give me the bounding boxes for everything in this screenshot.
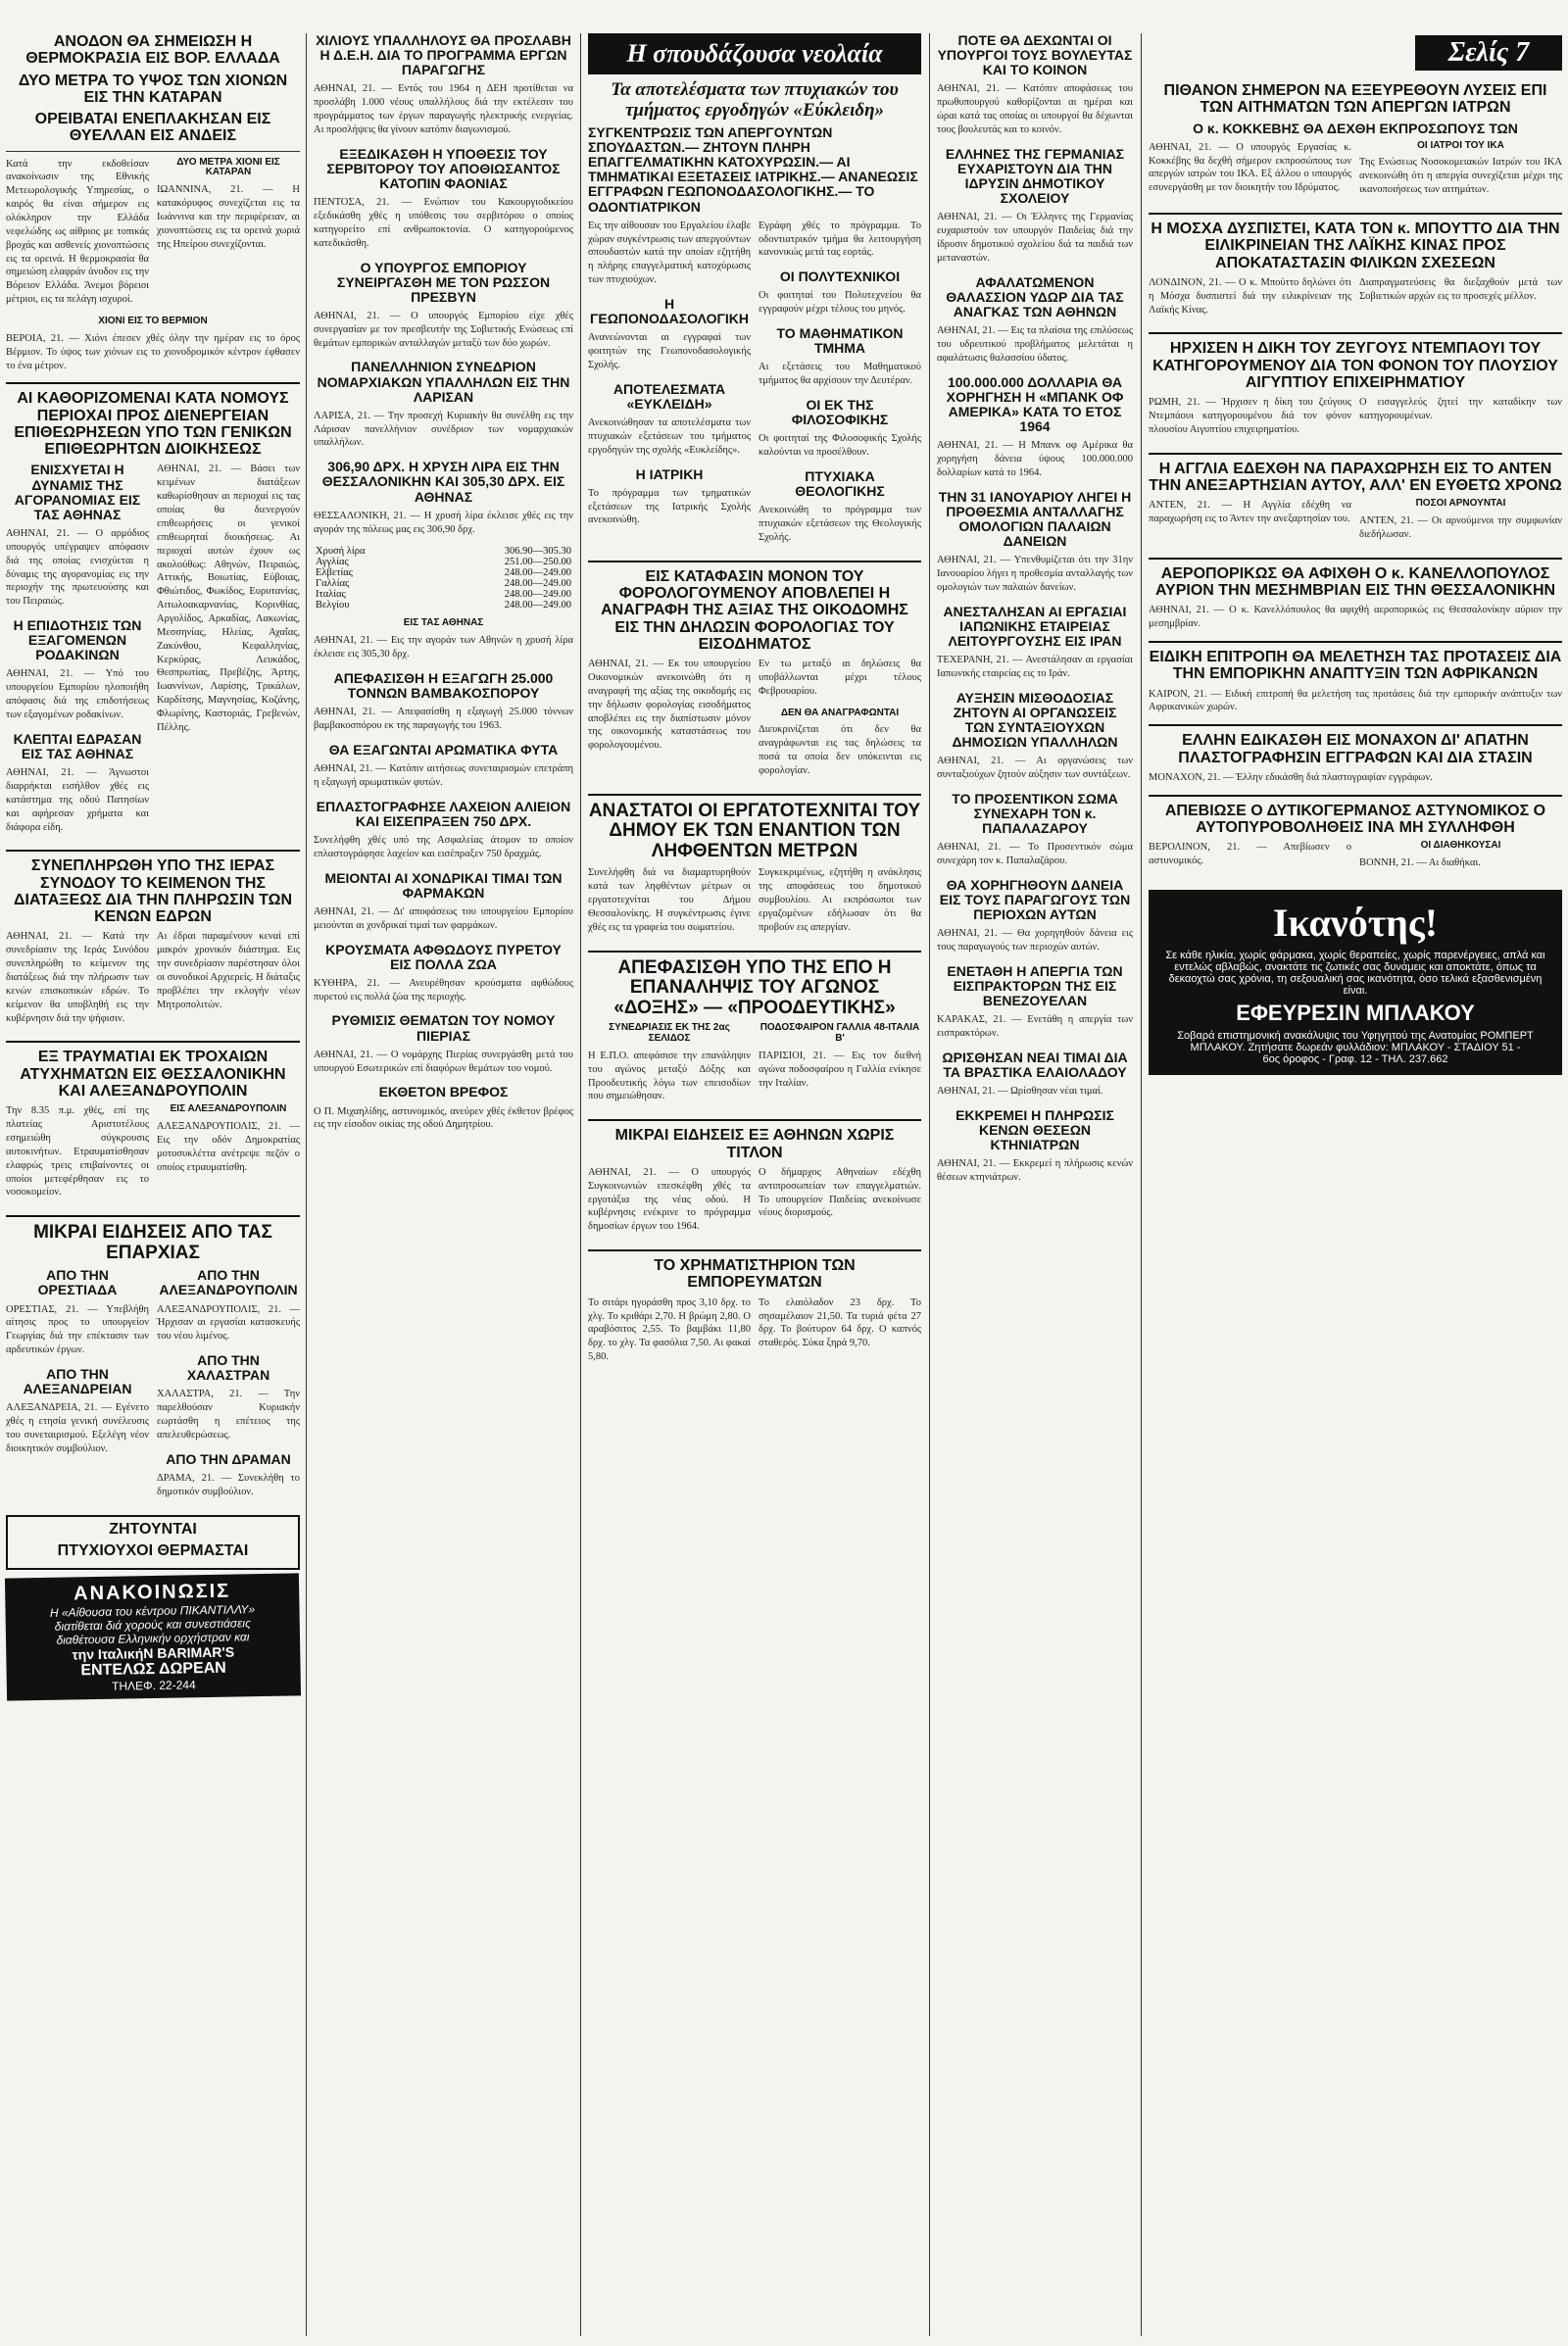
ad-anakoinosis bbox=[5, 1573, 301, 1700]
cotton-text: ΑΘΗΝΑΙ, 21. — Απεφασίσθη η εξαγωγή 25.000 τόννων βαμβακοσπόρου εκ της παραγωγής του 1963. bbox=[314, 707, 573, 731]
small-news-headline: ΜΙΚΡΑΙ ΕΙΔΗΣΕΙΣ ΕΞ ΑΘΗΝΩΝ ΧΩΡΙΣ ΤΙΤΛΟΝ bbox=[614, 1127, 895, 1161]
areas-headline: ΑΙ ΚΑΘΟΡΙΖΟΜΕΝΑΙ ΚΑΤΑ ΝΟΜΟΥΣ ΠΕΡΙΟΧΑΙ ΠΡΟΣ ΔΙΕΝΕΡΓΕΙΑΝ ΕΠΙΘΕΩΡΗΣΕΩΝ ΥΠΟ ΤΩΝ ΓΕΝΙΚΩΝ ΕΠΙΘΕΩΡΗΤΩΝ ΔΙΟΙΚΗΣΕΩΣ bbox=[14, 390, 292, 459]
column-5 bbox=[1149, 37, 1562, 1075]
ad-line-3: διαθέτουσα Ελληνικήν ορχήστραν και bbox=[56, 1630, 250, 1647]
page-marker bbox=[1415, 35, 1562, 71]
monk-text: ΜΟΝΑΧΟΝ, 21. — Έλλην εδικάσθη διά πλαστογραφίαν εγγράφων. bbox=[1149, 771, 1433, 783]
bonds-headline: ΤΗΝ 31 ΙΑΝΟΥΑΡΙΟΥ ΛΗΓΕΙ Η ΠΡΟΘΕΣΜΙΑ ΑΝΤΑΛΛΑΓΗΣ ΟΜΟΛΟΓΙΩΝ ΠΑΛΑΙΩΝ ΔΑΝΕΙΩΝ bbox=[938, 488, 1132, 549]
polytechnic-headline: ΟΙ ΠΟΛΥΤΕΧΝΙΚΟΙ bbox=[779, 269, 901, 285]
math-text: Αι εξετάσεις του Μαθηματικού τμήματος θα αρχίσουν την Δευτέραν. bbox=[759, 362, 921, 387]
jobs-line-2: ΠΤΥΧΙΟΥΧΟΙ ΘΕΡΜΑΣΤΑΙ bbox=[57, 1541, 249, 1559]
vote-text: ΠΕΝΤΟΣΑ, 21. — Ενώπιον του Κακουργιοδικείου εξεδικάσθη χθές η υπόθεσις του σερβιτόρου ο οποίος κατηγορείτο επί ανθρωποκτονία. Ο κατηγορούμενος κατεδικάσθη. bbox=[314, 197, 573, 249]
geo-headline: Η ΓΕΩΠΟΝΟΔΑΣΟΛΟΓΙΚΗ bbox=[589, 295, 750, 327]
bandits-headline: ΚΡΟΥΣΜΑΤΑ ΑΦΘΩΔΟΥΣ ΠΥΡΕΤΟΥ ΕΙΣ ΠΟΛΛΑ ΖΩΑ bbox=[325, 941, 562, 972]
doctors-subhead: ΟΙ ΙΑΤΡΟΙ ΤΟΥ ΙΚΑ bbox=[1417, 139, 1504, 151]
gold-rate-row: Χρυσή λίρα 306.90—305.30 bbox=[316, 546, 571, 558]
trial-text-right: Ο εισαγγελεύς ζητεί την καταδίκην των κατηγορουμένων. bbox=[1359, 397, 1562, 422]
thieves-text: ΑΘΗΝΑΙ, 21. — Άγνωστοι διαρρήκται εισήλθον χθές εις κατάστημα της οδού Πατησίων και αφήρεσαν χρήματα και διάφορα είδη. bbox=[6, 767, 149, 833]
snow-headline-1: ΑΝΟΔΟΝ ΘΑ ΣΗΜΕΙΩΣΗ Η ΘΕΡΜΟΚΡΑΣΙΑ ΕΙΣ ΒΟΡ. ΕΛΛΑΔΑ bbox=[25, 33, 280, 68]
gold-rate-row: Ελβετίας 248.00—249.00 bbox=[316, 567, 571, 579]
dei-text: ΑΘΗΝΑΙ, 21. — Εντός του 1964 η ΔΕΗ προτίθεται να προσλάβη 1.000 νέους υπαλλήλους διά την εκτέλεσιν του προγράμματος των έργων παραγωγής ηλεκτρικής ενεργείας. Αι προσλήψεις θα γίνουν κατόπιν διαγωνισμού. bbox=[314, 83, 573, 135]
monk-headline: ΕΛΛΗΝ ΕΔΙΚΑΣΘΗ ΕΙΣ ΜΟΝΑΧΟΝ ΔΙ' ΑΠΑΤΗΝ ΠΛΑΣΤΟΓΡΑΦΗΣΙΝ ΕΓΓΡΑΦΩΝ ΚΑΙ ΔΙΑ ΣΤΑΣΙΝ bbox=[1178, 732, 1533, 766]
snow-headline-3: ΟΡΕΙΒΑΤΑΙ ΕΝΕΠΛΑΚΗΣΑΝ ΕΙΣ ΘΥΕΛΛΑΝ ΕΙΣ ΑΝΔΕΙΣ bbox=[34, 111, 271, 145]
plane-text: ΑΘΗΝΑΙ, 21. — Ο κ. Κανελλόπουλος θα αφιχθή αεροπορικώς εις Θεσσαλονίκην αύριον την μεσημβρίαν. bbox=[1149, 605, 1562, 630]
snow-subhead: ΔΥΟ ΜΕΤΡΑ ΧΙΟΝΙ ΕΙΣ ΚΑΤΑΡΑΝ bbox=[176, 156, 280, 178]
water-headline: ΑΦΑΛΑΤΩΜΕΝΟΝ ΘΑΛΑΣΣΙΟΝ ΥΔΩΡ ΔΙΑ ΤΑΣ ΑΝΑΓΚΑΣ ΤΩΝ ΑΘΗΝΩΝ bbox=[946, 273, 1124, 319]
chalastra-text: ΧΑΛΑΣΤΡΑ, 21. — Την παρελθούσαν Κυριακήν εωρτάσθη η επέτειος της απελευθερώσεως. bbox=[157, 1389, 300, 1441]
fruit-text: ΑΘΗΝΑΙ, 21. — Δι' αποφάσεως του υπουργείου Εμπορίου μειούνται αι χονδρικαί τιμαί των φαρμάκων. bbox=[314, 905, 573, 931]
strike-text: Εις την αίθουσαν του Εργαλείου έλαβε χώραν συγκέντρωσις των απεργούντων σπουδαστών κατά την οποίαν εζητήθη η πλήρης επαγγελματική κατοχύρωσις των πτυχιούχων. bbox=[588, 220, 751, 286]
brefos-headline: ΕΚΘΕΤΟΝ ΒΡΕΦΟΣ bbox=[378, 1084, 509, 1100]
wounded-text-right: ΑΛΕΞΑΝΔΡΟΥΠΟΛΙΣ, 21. — Εις την οδόν Δημοκρατίας μοτοσυκλέττα ανέτρεψε πεζόν ο οποίος ετραυματίσθη. bbox=[157, 1121, 300, 1173]
jobs-box bbox=[6, 1515, 300, 1571]
strike-text-2: Εγράφη χθές το πρόγραμμα. Το οδοντιατρικόν τμήμα θα λειτουργήση κανονικώς μετά τας εορτάς. bbox=[759, 220, 921, 259]
pres-text: ΑΘΗΝΑΙ, 21. — Το Προσεντικόν σώμα συνεχάρη τον κ. Παπαλαζάρου. bbox=[937, 842, 1133, 866]
plants-headline: ΘΑ ΕΞΑΓΩΝΤΑΙ ΑΡΩΜΑΤΙΚΑ ΦΥΤΑ bbox=[328, 741, 559, 758]
provinces-chalastra: ΑΠΟ ΤΗΝ ΧΑΛΑΣΤΡΑΝ bbox=[186, 1352, 270, 1384]
ad-ikanotis-title: Ικανότης! bbox=[1272, 900, 1439, 945]
strike2-text: ΚΑΡΑΚΑΣ, 21. — Ενετάθη η απεργία των εισπρακτόρων. bbox=[937, 1014, 1133, 1040]
theology-text: Ανεκοινώθη το πρόγραμμα των πτυχιακών εξετάσεων της Θεολογικής Σχολής. bbox=[759, 505, 921, 543]
seats-text: ΑΘΗΝΑΙ, 21. — Εκκρεμεί η πλήρωσις κενών θέσεων κτηνιάτρων. bbox=[937, 1158, 1133, 1184]
japan-headline: ΑΝΕΣΤΑΛΗΣΑΝ ΑΙ ΕΡΓΑΣΙΑΙ ΙΑΠΩΝΙΚΗΣ ΕΤΑΙΡΕΙΑΣ ΛΕΙΤΟΥΡΓΟΥΣΗΣ ΕΙΣ ΙΡΑΝ bbox=[943, 603, 1127, 649]
ad-title: ΑΝΑΚΟΙΝΩΣΙΣ bbox=[74, 1580, 231, 1605]
gold-rate-row: Βελγίου 248.00—249.00 bbox=[316, 600, 571, 611]
congress-headline: ΠΑΝΕΛΛΗΝΙΟΝ ΣΥΝΕΔΡΙΟΝ ΝΟΜΑΡΧΙΑΚΩΝ ΥΠΑΛΛΗΛΩΝ ΕΙΣ ΤΗΝ ΛΑΡΙΣΑΝ bbox=[317, 359, 570, 405]
aden-text-left: ΑΝΤΕΝ, 21. — Η Αγγλία εδέχθη να παραχωρήση εις το Άντεν την ανεξαρτησίαν του. bbox=[1149, 500, 1351, 525]
orestiada-text: ΟΡΕΣΤΙΑΣ, 21. — Υπεβλήθη αίτησις προς το υπουργείον Γεωργίας διά την επέκτασιν των αρδευτικών έργων. bbox=[6, 1303, 149, 1356]
gold-subhead: ΕΙΣ ΤΑΣ ΑΘΗΝΑΣ bbox=[403, 617, 484, 629]
ad-line-5: ΕΝΤΕΛΩΣ ΔΩΡΕΑΝ bbox=[80, 1659, 226, 1680]
snow-article-text-right: ΙΩΑΝΝΙΝΑ, 21. — Η κατακόρυφος συνεχίζεται εις τα Ιωάννινα και την περιφέρειαν, αι χιονοπτώσεις εις τα ορεινά χωριά της Ηπείρου συνεχίζονται. bbox=[157, 184, 300, 250]
alexandroupolis-text: ΑΛΕΞΑΝΔΡΟΥΠΟΛΙΣ, 21. — Ήρχισαν αι εργασίαι κατασκευής του νέου λιμένος. bbox=[157, 1303, 300, 1343]
cotton-headline: ΑΠΕΦΑΣΙΣΘΗ Η ΕΞΑΓΩΓΗ 25.000 ΤΟΝΝΩΝ ΒΑΜΒΑΚΟΣΠΟΡΟΥ bbox=[333, 669, 554, 702]
talks-headline: ΠΙΘΑΝΟΝ ΣΗΜΕΡΟΝ ΝΑ ΕΞΕΥΡΕΘΟΥΝ ΛΥΣΕΙΣ ΕΠΙ ΤΩΝ ΑΙΤΗΜΑΤΩΝ ΤΩΝ ΑΠΕΡΓΩΝ ΙΑΤΡΩΝ bbox=[1163, 82, 1547, 117]
theology-headline: ΠΤΥΧΙΑΚΑ ΘΕΟΛΟΓΙΚΗΣ bbox=[795, 467, 885, 500]
france-text: ΠΑΡΙΣΙΟΙ, 21. — Εις τον διεθνή αγώνα ποδοσφαίρου η Γαλλία ενίκησε την Ιταλίαν. bbox=[759, 1050, 921, 1089]
ad-line-6: ΤΗΛΕΦ. 22-244 bbox=[111, 1678, 196, 1693]
polytechnic-text: Οι φοιτηταί του Πολυτεχνείου θα εγγραφούν μέχρι τέλους του μηνός. bbox=[759, 290, 921, 316]
peach-text: ΑΘΗΝΑΙ, 21. — Υπό του υπουργείου Εμπορίου ηλοποιήθη απόφασις διά της επιδοτήσεως των εξαγομένων ροδακίνων. bbox=[6, 668, 149, 720]
tax-headline: ΕΙΣ ΚΑΤΑΦΑΣΙΝ ΜΟΝΟΝ ΤΟΥ ΦΟΡΟΛΟΓΟΥΜΕΝΟΥ ΑΠΟΒΛΕΠΕΙ Η ΑΝΑΓΡΑΦΗ ΤΗΣ ΑΞΙΑΣ ΤΗΣ ΟΙΚΟΔΟΜΗΣ ΕΙΣ ΤΗΝ ΔΗΛΩΣΙΝ ΦΟΡΟΛΟΓΙΑΣ ΤΟΥ ΕΙΣΟΔΗΜΑΤΟΣ bbox=[601, 567, 908, 653]
small-news-left: ΑΘΗΝΑΙ, 21. — Ο υπουργός Συγκοινωνιών επεσκέφθη χθές τα εργοτάξια της νέας οδού. Η κυβέρνησις ενέκρινε το πρόγραμμα δημοσίων έργων του 1964. bbox=[588, 1166, 751, 1233]
police-text-left: ΒΕΡΟΛΙΝΟΝ, 21. — Απεβίωσεν ο αστυνομικός. bbox=[1149, 842, 1351, 867]
ad-line-1: Η «Αίθουσα του κέντρου ΠΙΚΑΝΤΙΛΛΥ» bbox=[49, 1602, 256, 1620]
ad-line-4: την ΙταλικήΝ BARIMAR'S bbox=[72, 1643, 235, 1663]
gold-athens-text: ΑΘΗΝΑΙ, 21. — Εις την αγοράν των Αθηνών η χρυσή λίρα έκλεισε εις 305,30 δρχ. bbox=[314, 635, 573, 660]
talks-text-left: ΑΘΗΝΑΙ, 21. — Ο υπουργός Εργασίας κ. Κοκκέβης θα δεχθή σήμερον εκπροσώπους των απεργών ιατρών του ΙΚΑ. Εξ άλλου ο υπουργός εσυνεργάσθη με τον διοικητήν του Ιδρύματος. bbox=[1149, 141, 1351, 194]
brefos-text: Ο Π. Μιχαηλίδης, αστυνομικός, ανεύρεν χθές έκθετον βρέφος εις την είσοδον οικίας της οδού Δημητρίου. bbox=[314, 1105, 573, 1131]
drama-text: ΔΡΑΜΑ, 21. — Συνεκλήθη το δημοτικόν συμβούλιον. bbox=[157, 1472, 300, 1497]
dei-headline: ΧΙΛΙΟΥΣ ΥΠΑΛΛΗΛΟΥΣ ΘΑ ΠΡΟΣΛΑΒΗ Η Δ.Ε.Η. ΔΙΑ ΤΟ ΠΡΟΓΡΑΜΜΑ ΕΡΓΩΝ ΠΑΡΑΓΩΓΗΣ bbox=[316, 32, 571, 78]
rents-headline: ΑΥΞΗΣΙΝ ΜΙΣΘΟΔΟΣΙΑΣ ΖΗΤΟΥΝ ΑΙ ΟΡΓΑΝΩΣΕΙΣ ΤΩΝ ΣΥΝΤΑΞΙΟΥΧΩΝ ΔΗΜΟΣΙΩΝ ΥΠΑΛΛΗΛΩΝ bbox=[952, 689, 1118, 750]
ad-ikanotis bbox=[1149, 890, 1562, 1075]
synod-headline: ΣΥΝΕΠΛΗΡΩΘΗ ΥΠΟ ΤΗΣ ΙΕΡΑΣ ΣΥΝΟΔΟΥ ΤΟ ΚΕΙΜΕΝΟΝ ΤΗΣ ΔΙΑΤΑΞΕΩΣ ΔΙΑ ΤΗΝ ΠΛΗΡΩΣΙΝ ΤΩΝ ΚΕΝΩΝ ΕΔΡΩΝ bbox=[13, 857, 293, 926]
column-3 bbox=[588, 33, 921, 1374]
workers-headline: ΑΝΑΣΤΑΤΟΙ ΟΙ ΕΡΓΑΤΟΤΕΧΝΙΤΑΙ ΤΟΥ ΔΗΜΟΥ ΕΚ ΤΩΝ ΕΝΑΝΤΙΟΝ ΤΩΝ ΛΗΦΘΕΝΤΩΝ ΜΕΤΡΩΝ bbox=[588, 800, 921, 861]
seats-headline: ΕΚΚΡΕΜΕΙ Η ΠΛΗΡΩΣΙΣ ΚΕΝΩΝ ΘΕΣΕΩΝ ΚΤΗΝΙΑΤΡΩΝ bbox=[956, 1107, 1114, 1153]
robbery-text: Συνελήφθη χθές υπό της Ασφαλείας άτομον το οποίον επλαστογράφησε λαχείον και εισέπραξεν 750 δραχμάς. bbox=[314, 834, 573, 859]
results-text: Ανεκοινώθησαν τα αποτελέσματα των πτυχιακών εξετάσεων του τμήματος εργοδηγών της σχολής «Ευκλείδης». bbox=[588, 417, 751, 456]
ad-line-2: διατίθεται διά χορούς και συνεστιάσεις bbox=[54, 1616, 251, 1634]
moscow-headline: Η ΜΟΣΧΑ ΔΥΣΠΙΣΤΕΙ, ΚΑΤΑ ΤΟΝ κ. ΜΠΟΥΤΤΟ ΔΙΑ ΤΗΝ ΕΙΛΙΚΡΙΝΕΙΑΝ ΤΗΣ ΛΑΪΚΗΣ ΚΙΝΑΣ ΠΡΟΣ ΑΠΟΚΑΤΑΣΤΑΣΙΝ ΦΙΛΙΚΩΝ ΣΧΕΣΕΩΝ bbox=[1151, 220, 1560, 271]
police-text-right: ΒΟΝΝΗ, 21. — Αι διαθήκαι. bbox=[1359, 857, 1481, 869]
aden-text-right: ΑΝΤΕΝ, 21. — Οι αρνούμενοι την συμφωνίαν διεδήλωσαν. bbox=[1359, 515, 1562, 540]
aden-subhead: ΠΟΣΟΙ ΑΡΝΟΥΝΤΑΙ bbox=[1415, 498, 1506, 510]
small-news-right: Ο δήμαρχος Αθηναίων εδέχθη αντιπροσωπείαν των επαγγελματιών. Το υπουργείον Παιδείας ανεκοίνωσε νέους διορισμούς. bbox=[759, 1166, 921, 1219]
trial-headline: ΗΡΧΙΣΕΝ Η ΔΙΚΗ ΤΟΥ ΖΕΥΓΟΥΣ ΝΤΕΜΠΑΟΥΙ ΤΟΥ ΚΑΤΗΓΟΡΟΥΜΕΝΟΥ ΔΙΑ ΤΟΝ ΦΟΝΟΝ ΤΟΥ ΠΛΟΥΣΙΟΥ ΑΙΓΥΠΤΙΟΥ ΕΠΙΧΕΙΡΗΜΑΤΙΟΥ bbox=[1152, 340, 1558, 391]
alexandreia-text: ΑΛΕΞΑΝΔΡΕΙΑ, 21. — Εγένετο χθές η ετησία γενική συνέλευσις του συνεταιρισμού. Εξελέγη νέον διοικητικόν συμβούλιον. bbox=[6, 1402, 149, 1454]
column-4 bbox=[937, 33, 1133, 1195]
synod-text-left: ΑΘΗΝΑΙ, 21. — Κατά την συνεδρίασιν της Ιεράς Συνόδου συνεπληρώθη το κείμενον της διατάξεως διά την πλήρωσιν των κενών επισκοπικών εδρών. Το κείμενον θα υποβληθή εις την κυβέρνησιν διά την ψήφισιν. bbox=[6, 931, 149, 1024]
pieria-headline: ΡΥΘΜΙΣΙΣ ΘΕΜΑΤΩΝ ΤΟΥ ΝΟΜΟΥ ΠΙΕΡΙΑΣ bbox=[331, 1012, 556, 1044]
kokkevis-headline: Ο κ. ΚΟΚΚΕΒΗΣ ΘΑ ΔΕΧΘΗ ΕΚΠΡΟΣΩΠΟΥΣ ΤΩΝ bbox=[1193, 120, 1518, 136]
gold-rates-table bbox=[314, 546, 573, 611]
provinces-orestiada: ΑΠΟ ΤΗΝ ΟΡΕΣΤΙΑΔΑ bbox=[37, 1267, 118, 1298]
gold-rate-row: Γαλλίας 248.00—249.00 bbox=[316, 578, 571, 590]
ad-ikanotis-line2: Σοβαρά επιστημονική ανακάλυψις του Υφηγητού της Ανατομίας ΡΟΜΠΕΡΤ ΜΠΛΑΚΟΥ. Ζητήσατε δωρεάν φυλλάδιον: ΜΠΛΑΚΟΥ - ΣΤΑΔΙΟΥ 51 - bbox=[1177, 1029, 1534, 1053]
gold-rate-row: Ιταλίας 248.00—249.00 bbox=[316, 589, 571, 601]
epo-headline: ΑΠΕΦΑΣΙΣΘΗ ΥΠΟ ΤΗΣ ΕΠΟ Η ΕΠΑΝΑΛΗΨΙΣ ΤΟΥ ΑΓΩΝΟΣ «ΔΟΞΗΣ» — «ΠΡΟΟΔΕΥΤΙΚΗΣ» bbox=[613, 956, 896, 1018]
exchange-headline: ΤΟ ΧΡΗΜΑΤΙΣΤΗΡΙΟΝ ΤΩΝ ΕΜΠΟΡΕΥΜΑΤΩΝ bbox=[654, 1257, 856, 1292]
police-subhead: ΟΙ ΔΙΑΘΗΚΟΥΣΑΙ bbox=[1420, 840, 1501, 852]
bank-text: ΑΘΗΝΑΙ, 21. — Η Μπανκ οφ Αμέρικα θα χορηγήση δάνεια ύψους 100.000.000 δολλαρίων κατά το 1964. bbox=[937, 439, 1133, 478]
student-youth-title: Η σπουδάζουσα νεολαία bbox=[626, 39, 883, 68]
column-2 bbox=[314, 33, 573, 1142]
gold-rate-row: Αγγλίας 251.00—250.00 bbox=[316, 557, 571, 568]
market-text: ΑΘΗΝΑΙ, 21. — Ο αρμόδιος υπουργός υπέγραψεν απόφασιν διά της οποίας ενισχύεται η δύναμις της αγορανομίας εις την περιοχήν της πρωτευούσης και του Πειραιώς. bbox=[6, 527, 149, 608]
snow-headline-2: ΔΥΟ ΜΕΤΡΑ ΤΟ ΥΨΟΣ ΤΩΝ ΧΙΟΝΩΝ ΕΙΣ ΤΗΝ ΚΑΤΑΡΑΝ bbox=[18, 72, 288, 106]
tax-subhead: ΔΕΝ ΘΑ ΑΝΑΓΡΑΦΩΝΤΑΙ bbox=[780, 707, 900, 718]
talks-text-right: Της Ενώσεως Νοσοκομειακών Ιατρών του ΙΚΑ ανεκοινώθη ότι η απεργία συνεχίζεται μέχρι της ικανοποιήσεως των αιτημάτων. bbox=[1359, 157, 1562, 196]
teachers-headline: ΕΛΛΗΝΕΣ ΤΗΣ ΓΕΡΜΑΝΙΑΣ ΕΥΧΑΡΙΣΤΟΥΝ ΔΙΑ ΤΗΝ ΙΔΡΥΣΙΝ ΔΗΜΟΤΙΚΟΥ ΣΧΟΛΕΙΟΥ bbox=[945, 145, 1125, 207]
aden-headline: Η ΑΓΓΛΙΑ ΕΔΕΧΘΗ ΝΑ ΠΑΡΑΧΩΡΗΣΗ ΕΙΣ ΤΟ ΑΝΤΕΝ ΤΗΝ ΑΝΕΞΑΡΤΗΣΙΑΝ ΑΥΤΟΥ, ΑΛΛ' ΕΝ ΕΥΘΕΤΩ ΧΡΟΝΩ bbox=[1149, 460, 1562, 495]
robbery-headline: ΕΠΛΑΣΤΟΓΡΑΦΗΣΕ ΛΑΧΕΙΟΝ ΑΛΙΕΙΟΝ ΚΑΙ ΕΙΣΕΠΡΑΞΕΝ 750 ΔΡΧ. bbox=[316, 798, 571, 829]
tax-text-left: ΑΘΗΝΑΙ, 21. — Εκ του υπουργείου Οικονομικών ανεκοινώθη ότι η αναγραφή της αξίας της οικοδομής εις την δήλωσιν φορολογίας εισοδήματος αποβλέπει εις την διαπίστωσιν μόνον της οικονομικής καταστάσεως του φορολογουμένου. bbox=[588, 659, 751, 752]
snow-article-text-left: Κατά την εκδοθείσαν ανακοίνωσιν της Εθνικής Μετεωρολογικής Υπηρεσίας, ο καιρός θα είναι σήμερον εις ολόκληρον την Ελλάδα νεφελώδης ως αίθριος με τοπικάς βροχάς και ασθενείς χιονοπτώσεις εις τα ορεινά. Η θερμοκρασία θα σημειώση ελαφράν άνοδον εις την Βόρειον Ελλάδα. Άνεμοι βόρειοι μέτριοι, εις τα πελάγη ισχυροί. bbox=[6, 158, 149, 306]
philosophy-headline: ΟΙ ΕΚ ΤΗΣ ΦΙΛΟΣΟΦΙΚΗΣ bbox=[791, 397, 889, 428]
oil-headline: ΩΡΙΣΘΗΣΑΝ ΝΕΑΙ ΤΙΜΑΙ ΔΙΑ ΤΑ ΒΡΑΣΤΙΚΑ ΕΛΑΙΟΛΑΔΟΥ bbox=[942, 1049, 1128, 1081]
column-1 bbox=[6, 33, 300, 1698]
bonds-text: ΑΘΗΝΑΙ, 21. — Υπενθυμίζεται ότι την 31ην Ιανουαρίου λήγει η προθεσμία ανταλλαγής των ομολογιών των παλαιών δανείων. bbox=[937, 555, 1133, 593]
exchange-text-right: Το ελαιόλαδον 23 δρχ. Το σησαμέλαιον 21,50. Τα τυριά φέτα 27 δρχ. Το βούτυρον 64 δρχ. Ο καπνός σταθερός. Σύκα ξηρά 9,70. bbox=[759, 1296, 921, 1349]
congress-text: ΛΑΡΙΣΑ, 21. — Την προσεχή Κυριακήν θα συνέλθη εις την Λάρισαν πανελλήνιον συνέδριον των νομαρχιακών υπαλλήλων. bbox=[314, 410, 573, 449]
tax-text-right: Εν τω μεταξύ αι δηλώσεις θα υποβάλλωνται μέχρι τέλους Φεβρουαρίου. bbox=[759, 659, 921, 697]
student-youth-banner bbox=[588, 33, 921, 74]
exchange-text-left: Το σιτάρι ηγοράσθη προς 3,10 δρχ. το χλγ. Το κριθάρι 2,70. Η βρώμη 2,80. Ο αραβόσιτος 2,55. Το βαμβάκι 11,80 δρχ. το χλγ. Τα φασόλια 7,50. Αι φακαί 5,80. bbox=[588, 1296, 751, 1363]
minister-headline: Ο ΥΠΟΥΡΓΟΣ ΕΜΠΟΡΙΟΥ ΣΥΝΕΙΡΓΑΣΘΗ ΜΕ ΤΟΝ ΡΩΣΣΟΝ ΠΡΕΣΒΥΝ bbox=[336, 259, 551, 305]
ad-ikanotis-line3: 6ος όροφος - Γραφ. 12 - ΤΗΛ. 237.662 bbox=[1262, 1052, 1448, 1065]
wounded-text-left: Την 8.35 π.μ. χθές, επί της πλατείας Αριστοτέλους εσημειώθη σύγκρουσις αυτοκινήτων. Ετραυματίσθησαν ελαφρώς τρεις επιβαίνοντες οι οποίοι μετεφέρθησαν εις το νοσοκομείον. bbox=[6, 1105, 149, 1198]
pieria-text: ΑΘΗΝΑΙ, 21. — Ο νομάρχης Πιερίας συνεργάσθη μετά του υπουργού Εσωτερικών επί διαφόρων θεμάτων του νομού. bbox=[314, 1049, 573, 1074]
ad-ikanotis-invention: ΕΦΕΥΡΕΣΙΝ ΜΠΛΑΚΟΥ bbox=[1236, 1000, 1475, 1025]
market-headline: ΕΝΙΣΧΥΕΤΑΙ Η ΔΥΝΑΜΙΣ ΤΗΣ ΑΓΟΡΑΝΟΜΙΑΣ ΕΙΣ ΤΑΣ ΑΘΗΝΑΣ bbox=[14, 462, 141, 522]
plane-headline: ΑΕΡΟΠΟΡΙΚΩΣ ΘΑ ΑΦΙΧΘΗ Ο κ. ΚΑΝΕΛΛΟΠΟΥΛΟΣ ΑΥΡΙΟΝ ΤΗΝ ΜΕΣΗΜΒΡΙΑΝ ΕΙΣ ΤΗΝ ΘΕΣΣΑΛΟΝΙΚΗΝ bbox=[1154, 564, 1556, 600]
africa-text: ΚΑΙΡΟΝ, 21. — Ειδική επιτροπή θα μελετήση τας προτάσεις διά την εμπορικήν ανάπτυξιν των Αφρικανικών χωρών. bbox=[1149, 688, 1562, 713]
student-strike-headline: ΣΥΓΚΕΝΤΡΩΣΙΣ ΤΩΝ ΑΠΕΡΓΟΥΝΤΩΝ ΣΠΟΥΔΑΣΤΩΝ.— ΖΗΤΟΥΝ ΠΛΗΡΗ ΕΠΑΓΓΕΛΜΑΤΙΚΗΝ ΚΑΤΟΧΥΡΩΣΙΝ.— ΑΙ ΤΜΗΜΑΤΙΚΑΙ ΕΞΕΤΑΣΕΙΣ ΙΑΤΡΙΚΗΣ.— ΑΝΑΝΕΩΣΙΣ ΕΓΓΡΑΦΩΝ ΓΕΩΠΟΝΟΔΑΣΟΛΟΓΙΚΗΣ.— ΤΟ ΟΔΟΝΤΙΑΤΡΙΚΟΝ bbox=[588, 124, 918, 215]
math-headline: ΤΟ ΜΑΘΗΜΑΤΙΚΟΝ ΤΜΗΜΑ bbox=[776, 325, 904, 357]
japan-text: ΤΕΧΕΡΑΝΗ, 21. — Ανεστάλησαν αι εργασίαι Ιαπωνικής εταιρείας εις το Ιράν. bbox=[937, 654, 1133, 679]
deputies-headline: ΠΟΤΕ ΘΑ ΔΕΧΩΝΤΑΙ ΟΙ ΥΠΟΥΡΓΟΙ ΤΟΥΣ ΒΟΥΛΕΥΤΑΣ ΚΑΙ ΤΟ ΚΟΙΝΟΝ bbox=[937, 32, 1133, 78]
minister-text: ΑΘΗΝΑΙ, 21. — Ο υπουργός Εμπορίου είχε χθές συνεργασίαν με τον πρεσβευτήν της Σοβιετικής Ενώσεως επί θεμάτων εμπορικών ανταλλαγών μεταξύ των δύο χωρών. bbox=[314, 310, 573, 349]
provinces-drama: ΑΠΟ ΤΗΝ ΔΡΑΜΑΝ bbox=[166, 1450, 291, 1467]
workers-text-right: Συγκεκριμένως, εζητήθη η ανάκλησις της αποφάσεως του δημοτικού συμβουλίου. Αι εκπρόσωποι των εργαζομένων εδήλωσαν ότι θα προβούν εις απεργίαν. bbox=[759, 867, 921, 933]
medicine-headline: Η ΙΑΤΡΙΚΗ bbox=[635, 465, 704, 482]
provinces-alexandreia: ΑΠΟ ΤΗΝ ΑΛΕΞΑΝΔΡΕΙΑΝ bbox=[23, 1365, 132, 1397]
oil-text: ΑΘΗΝΑΙ, 21. — Ωρίσθησαν νέαι τιμαί. bbox=[937, 1086, 1103, 1098]
water-text: ΑΘΗΝΑΙ, 21. — Εις τα πλαίσια της επιλύσεως του υδρευτικού προβλήματος μελετάται η αφαλάτωσις θαλασσίου ύδατος. bbox=[937, 324, 1133, 364]
jobs-line-1: ΖΗΤΟΥΝΤΑΙ bbox=[109, 1520, 197, 1538]
page-marker-text: Σελίς 7 bbox=[1447, 37, 1530, 68]
areas-text: ΑΘΗΝΑΙ, 21. — Βάσει των κειμένων διατάξεων καθωρίσθησαν αι περιοχαί εις τας οποίας θα διενεργούν επιθεωρήσεις οι γενικοί επιθεωρηταί διοικήσεως. Αι περιοχαί αυτών έχουν ως ακολούθως: Αθηνών, Πειραιώς, Αττικής, Βοιωτίας, Εύβοιας, Φθιώτιδος, Φωκίδος, Ευρυτανίας, Αιτωλοακαρνανίας, Κορινθίας, Αργολίδος, Αρκαδίας, Λακωνίας, Μεσσηνίας, Ηλείας, Αχαΐας, Ζακύνθου, Κεφαλληνίας, Κερκύρας, Λευκάδος, Θεσπρωτίας, Πρεβέζης, Άρτης, Ιωαννίνων, Λαρίσης, Τρικάλων, Καρδίτσης, Μαγνησίας, Κοζάνης, Φλωρίνης, Καστοριάς, Γρεβενών, Πέλλης. bbox=[157, 464, 300, 733]
workers-text-left: Συνελήφθη διά να διαμαρτυρηθούν κατά των ληφθέντων μέτρων οι εργατοτεχνίται του Δήμου Θεσσαλονίκης. Η συγκέντρωσις έγινε χθές εις τα γραφεία του σωματείου. bbox=[588, 867, 751, 933]
vote-headline: ΕΞΕΔΙΚΑΣΘΗ Η ΥΠΟΘΕΣΙΣ ΤΟΥ ΣΕΡΒΙΤΟΡΟΥ ΤΟΥ ΑΠΟΘΙΩΣΑΝΤΟΣ ΚΑΤΟΠΙΝ ΦΑΟΝΙΑΣ bbox=[326, 145, 561, 191]
police-headline: ΑΠΕΒΙΩΣΕ Ο ΔΥΤΙΚΟΓΕΡΜΑΝΟΣ ΑΣΤΥΝΟΜΙΚΟΣ Ο ΑΥΤΟΠΥΡΟΒΟΛΗΘΕΙΣ ΙΝΑ ΜΗ ΣΥΛΛΗΦΘΗ bbox=[1164, 802, 1546, 836]
trial-text-left: ΡΩΜΗ, 21. — Ήρχισεν η δίκη του ζεύγους Ντεμπάουι κατηγορουμένου διά τον φόνον πλουσίου Αιγυπτίου επιχειρηματίου. bbox=[1149, 397, 1351, 435]
gold-headline: 306,90 ΔΡΧ. Η ΧΡΥΣΗ ΛΙΡΑ ΕΙΣ ΤΗΝ ΘΕΣΣΑΛΟΝΙΚΗΝ ΚΑΙ 305,30 ΔΡΧ. ΕΙΣ ΑΘΗΝΑΣ bbox=[321, 459, 565, 505]
tax-text-right-2: Διευκρινίζεται ότι δεν θα αναγράφωνται εις τας δηλώσεις τα ποσά τα οποία δεν υπόκεινται εις φορολογίαν. bbox=[759, 724, 921, 777]
student-sub-headline: Τα αποτελέσματα των πτυχιακών του τμήματος εργοδηγών «Εύκλειδη» bbox=[611, 79, 899, 121]
peach-headline: Η ΕΠΙΔΟΤΗΣΙΣ ΤΩΝ ΕΞΑΓΟΜΕΝΩΝ ΡΟΔΑΚΙΝΩΝ bbox=[13, 617, 142, 663]
france-subhead: ΠΟΔΟΣΦΑΙΡΟΝ ΓΑΛΛΙΑ 48-ΙΤΑΛΙΑ Β' bbox=[760, 1022, 920, 1045]
deputies-text: ΑΘΗΝΑΙ, 21. — Κατόπιν αποφάσεως του πρωθυπουργού καθορίζονται αι ημέραι και ώραι κατά τας οποίας οι υπουργοί θα δέχωνται τους βουλευτάς και το κοινόν. bbox=[937, 83, 1133, 135]
geo-text: Ανανεώνονται αι εγγραφαί των φοιτητών της Γεωπονοδασολογικής Σχολής. bbox=[588, 332, 751, 370]
rents-text: ΑΘΗΝΑΙ, 21. — Αι οργανώσεις των συνταξιούχων ζητούν αύξησιν των συντάξεων. bbox=[937, 756, 1133, 780]
philosophy-text: Οι φοιτηταί της Φιλοσοφικής Σχολής καλούνται να προσέλθουν. bbox=[759, 433, 921, 459]
africa-headline: ΕΙΔΙΚΗ ΕΠΙΤΡΟΠΗ ΘΑ ΜΕΛΕΤΗΣΗ ΤΑΣ ΠΡΟΤΑΣΕΙΣ ΔΙΑ ΤΗΝ ΕΜΠΟΡΙΚΗΝ ΑΝΑΠΤΥΞΙΝ ΤΩΝ ΑΦΡΙΚΑΝΩΝ bbox=[1149, 649, 1562, 683]
snow-subhead-2: ΧΙΟΝΙ ΕΙΣ ΤΟ ΒΕΡΜΙΟΝ bbox=[98, 316, 208, 327]
strike2-headline: ΕΝΕΤΑΘΗ Η ΑΠΕΡΓΙΑ ΤΩΝ ΕΙΣΠΡΑΚΤΟΡΩΝ ΤΗΣ ΕΙΣ ΒΕΝΕΖΟΥΕΛΑΝ bbox=[947, 962, 1123, 1009]
snow-article bbox=[6, 158, 300, 317]
teachers-text: ΑΘΗΝΑΙ, 21. — Οι Έλληνες της Γερμανίας ευχαριστούν τον υπουργόν Παιδείας διά την ίδρυσιν δημοτικού σχολείου διά τα παιδιά των μεταναστών. bbox=[937, 212, 1133, 264]
thieves-headline: ΚΛΕΠΤΑΙ ΕΔΡΑΣΑΝ ΕΙΣ ΤΑΣ ΑΘΗΝΑΣ bbox=[13, 730, 142, 761]
wounded-subhead: ΕΙΣ ΑΛΕΞΑΝΔΡΟΥΠΟΛΙΝ bbox=[170, 1103, 287, 1115]
medicine-text: Το πρόγραμμα των τμηματικών εξετάσεων της Ιατρικής Σχολής ανεκοινώθη. bbox=[588, 487, 751, 526]
fruit-headline: ΜΕΙΟΝΤΑΙ ΑΙ ΧΟΝΔΡΙΚΑΙ ΤΙΜΑΙ ΤΩΝ ΦΑΡΜΑΚΩΝ bbox=[324, 869, 563, 901]
moscow-text-left: ΛΟΝΔΙΝΟΝ, 21. — Ο κ. Μπούττο δηλώνει ότι η Μόσχα δυσπιστεί διά την ειλικρίνειαν της Λαϊκής Κίνας. bbox=[1149, 276, 1351, 316]
provinces-alexandroupolis: ΑΠΟ ΤΗΝ ΑΛΕΞΑΝΔΡΟΥΠΟΛΙΝ bbox=[159, 1267, 298, 1298]
loans-headline: ΘΑ ΧΟΡΗΓΗΘΟΥΝ ΔΑΝΕΙΑ ΕΙΣ ΤΟΥΣ ΠΑΡΑΓΩΓΟΥΣ ΤΩΝ ΠΕΡΙΟΧΩΝ ΑΥΤΩΝ bbox=[939, 876, 1131, 923]
epo-subhead: ΣΥΝΕΔΡΙΑΣΙΣ ΕΚ ΤΗΣ 2ας ΣΕΛΙΔΟΣ bbox=[609, 1022, 730, 1045]
ad-ikanotis-body: Σε κάθε ηλικία, χωρίς φάρμακα, χωρίς θεραπείες, χωρίς παρενέργειες, απλά και εντελώς αβλαβώς, ανακτάτε τις ζωτικές σας δυνάμεις και αποκτάτε, όπως τα δεκαοχτώ σας χρόνια, τη σεξουαλική σας ικανότητα, όσο τελικά εξασθενισμένη είναι. bbox=[1165, 949, 1545, 997]
moscow-text-right: Διαπραγματεύσεις θα διεξαχθούν μετά των Σοβιετικών αρχών εις το προσεχές μέλλον. bbox=[1359, 276, 1562, 302]
synod-text-right: Αι έδραι παραμένουν κεναί επί μακρόν χρονικόν διάστημα. Εις την συνεδρίασιν παρέστησαν όλοι οι συνοδικοί Αρχιερείς. Η διάταξις προβλέπει την εκλογήν νέων Μητροπολιτών. bbox=[157, 931, 300, 1010]
provinces-headline: ΜΙΚΡΑΙ ΕΙΔΗΣΕΙΣ ΑΠΟ ΤΑΣ ΕΠΑΡΧΙΑΣ bbox=[33, 1222, 272, 1263]
epo-text: Η Ε.Π.Ο. απεφάσισε την επανάληψιν του αγώνος μεταξύ Δόξης και Προοδευτικής λόγω των επεισοδίων που σημειώθησαν. bbox=[588, 1050, 751, 1102]
vermion-text: ΒΕΡΟΙΑ, 21. — Χιόνι έπεσεν χθές όλην την ημέραν εις το όρος Βέρμιον. Το ύψος των χιόνων εις το χιονοδρομικόν κέντρον έφθασεν το ένα μέτρον. bbox=[6, 332, 300, 371]
plants-text: ΑΘΗΝΑΙ, 21. — Κατόπιν αιτήσεως συνεταιρισμών επετράπη η εξαγωγή αρωματικών φυτών. bbox=[314, 762, 573, 788]
results-headline: ΑΠΟΤΕΛΕΣΜΑΤΑ «ΕΥΚΛΕΙΔΗ» bbox=[612, 380, 726, 412]
wounded-headline: ΕΞ ΤΡΑΥΜΑΤΙΑΙ ΕΚ ΤΡΟΧΑΙΩΝ ΑΤΥΧΗΜΑΤΩΝ ΕΙΣ ΘΕΣΣΑΛΟΝΙΚΗΝ ΚΑΙ ΑΛΕΞΑΝΔΡΟΥΠΟΛΙΝ bbox=[20, 1049, 286, 1100]
gold-text: ΘΕΣΣΑΛΟΝΙΚΗ, 21. — Η χρυσή λίρα έκλεισε χθές εις την αγοράν της πόλεως μας εις 306,90 δρχ. bbox=[314, 510, 573, 535]
bank-headline: 100.000.000 ΔΟΛΛΑΡΙΑ ΘΑ ΧΟΡΗΓΗΣΗ Η «ΜΠΑΝΚ ΟΦ ΑΜΕΡΙΚΑ» ΚΑΤΑ ΤΟ ΕΤΟΣ 1964 bbox=[946, 373, 1124, 434]
loans-text: ΑΘΗΝΑΙ, 21. — Θα χορηγηθούν δάνεια εις τους παραγωγούς των περιοχών αυτών. bbox=[937, 928, 1133, 953]
pres-headline: ΤΟ ΠΡΟΣΕΝΤΙΚΟΝ ΣΩΜΑ ΣΥΝΕΧΑΡΗ ΤΟΝ κ. ΠΑΠΑΛΑΖΑΡΟΥ bbox=[952, 790, 1118, 836]
bandits-text: ΚΥΘΗΡΑ, 21. — Ανευρέθησαν κρούσματα αφθώδους πυρετού εις πολλά ζώα της περιοχής. bbox=[314, 977, 573, 1002]
